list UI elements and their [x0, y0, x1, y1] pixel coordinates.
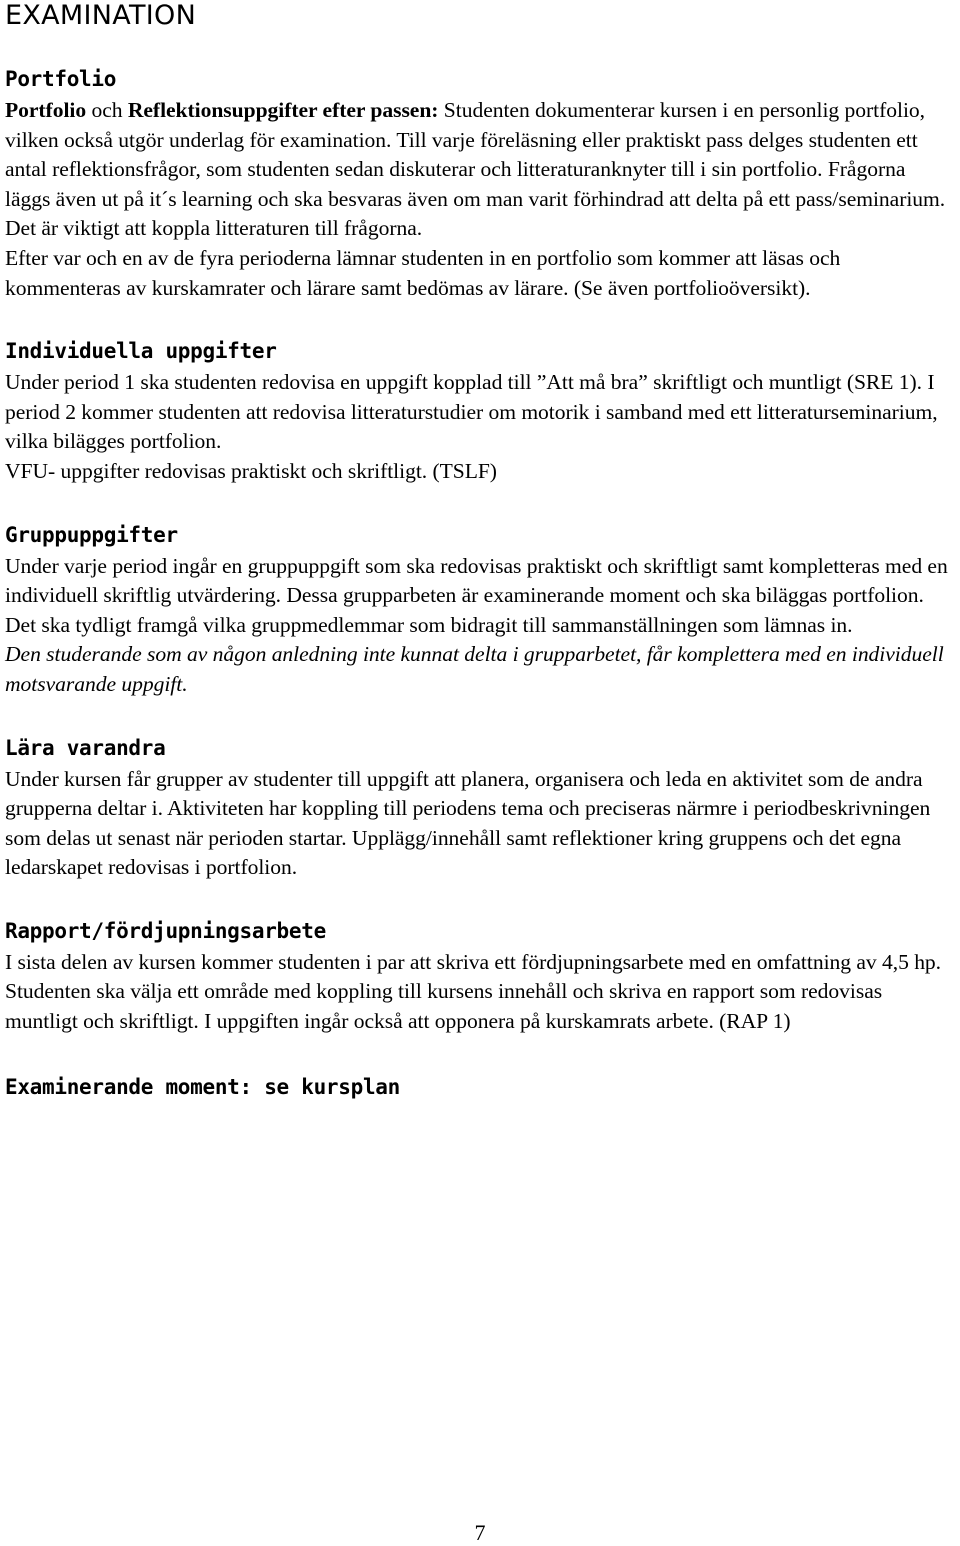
page-number: 7 — [474, 1520, 486, 1545]
section-heading-lara-varandra: Lära varandra — [5, 735, 166, 760]
section-rapport-fordjupningsarbete — [5, 918, 955, 1037]
portfolio-lead-bold-1: Portfolio — [5, 98, 87, 122]
individuella-paragraph-2: VFU- uppgifter redovisas praktiskt och skriftligt. (TSLF) — [5, 458, 497, 483]
section-lara-varandra — [5, 735, 955, 883]
gruppuppgifter-paragraph-1: Under varje period ingår en gruppuppgift som ska redovisas praktiskt och skriftligt samt kompletteras med en individuell skriftlig utvärdering. Dessa grupparbeten är examinerande moment och ska biläggas portfolion. Det ska tydligt framgå vilka gruppmedlemmar som bidragit till sammanställningen som lämnas in. — [5, 553, 948, 637]
section-heading-individuella-uppgifter: Individuella uppgifter — [5, 339, 277, 364]
lara-varandra-paragraph-1: Under kursen får grupper av studenter till uppgift att planera, organisera och leda en aktivitet som de andra grupperna deltar i. Aktiviteten har koppling till periodens tema och preciseras närmre i periodbeskrivningen som delas ut senast när perioden startar. Upplägg/innehåll samt reflektioner kring gruppens och det egna ledarskapet redovisas i portfolion. — [5, 766, 931, 880]
section-heading-rapport-fordjupningsarbete: Rapport/fördjupningsarbete — [5, 918, 326, 943]
section-gruppuppgifter — [5, 522, 955, 700]
gruppuppgifter-paragraph-2-italic: Den studerande som av någon anledning inte kunnat delta i grupparbetet, får komplettera med en individuell motsvarande uppgift. — [5, 642, 944, 696]
document-title: EXAMINATION — [5, 0, 197, 31]
portfolio-paragraph-2: Efter var och en av de fyra perioderna lämnar studenten in en portfolio som kommer att läsas och kommenteras av kurskamrater och lärare samt bedömas av lärare. (Se även portfolioöversikt). — [5, 245, 841, 300]
portfolio-lead-bold-2: Reflektionsuppgifter efter passen: — [127, 98, 439, 122]
rapport-paragraph-1: I sista delen av kursen kommer studenten i par att skriva ett fördjupningsarbete med en omfattning av 4,5 hp. Studenten ska välja ett område med koppling till kursens innehåll och skriva en rapport som redovisas muntligt och skriftligt. I uppgiften ingår också att opponera på kurskamrats arbete. (RAP 1) — [5, 949, 942, 1034]
section-portfolio — [5, 66, 955, 303]
portfolio-paragraph-1 — [5, 96, 955, 244]
section-examinerande-moment — [5, 1074, 955, 1100]
section-heading-portfolio: Portfolio — [5, 67, 117, 91]
section-individuella-uppgifter — [5, 338, 955, 486]
section-heading-gruppuppgifter: Gruppuppgifter — [5, 522, 178, 547]
section-heading-examinerande-moment: Examinerande moment: se kursplan — [5, 1074, 400, 1099]
portfolio-paragraph-1-text: Studenten dokumenterar kursen i en personlig portfolio, vilken också utgör underlag för examination. Till varje föreläsning eller praktiskt pass delges studenten ett antal reflektionsfrågor, som studenten sedan diskuterar och litteraturanknyter till i sin portfolio. Frågorna läggs även ut på it´s learning och ska besvaras även om man varit förhindrad att delta på ett pass/seminarium. Det är viktigt att koppla litteraturen till frågorna. — [5, 98, 946, 241]
document-page — [5, 0, 955, 1104]
individuella-paragraph-1: Under period 1 ska studenten redovisa en uppgift kopplad till ”Att må bra” skriftligt och muntligt (SRE 1). I period 2 kommer studenten att redovisa litteraturstudier om motorik i samband med ett litteraturseminarium, vilka bilägges portfolion. — [5, 370, 938, 454]
portfolio-lead-plain-1: och — [86, 98, 128, 122]
